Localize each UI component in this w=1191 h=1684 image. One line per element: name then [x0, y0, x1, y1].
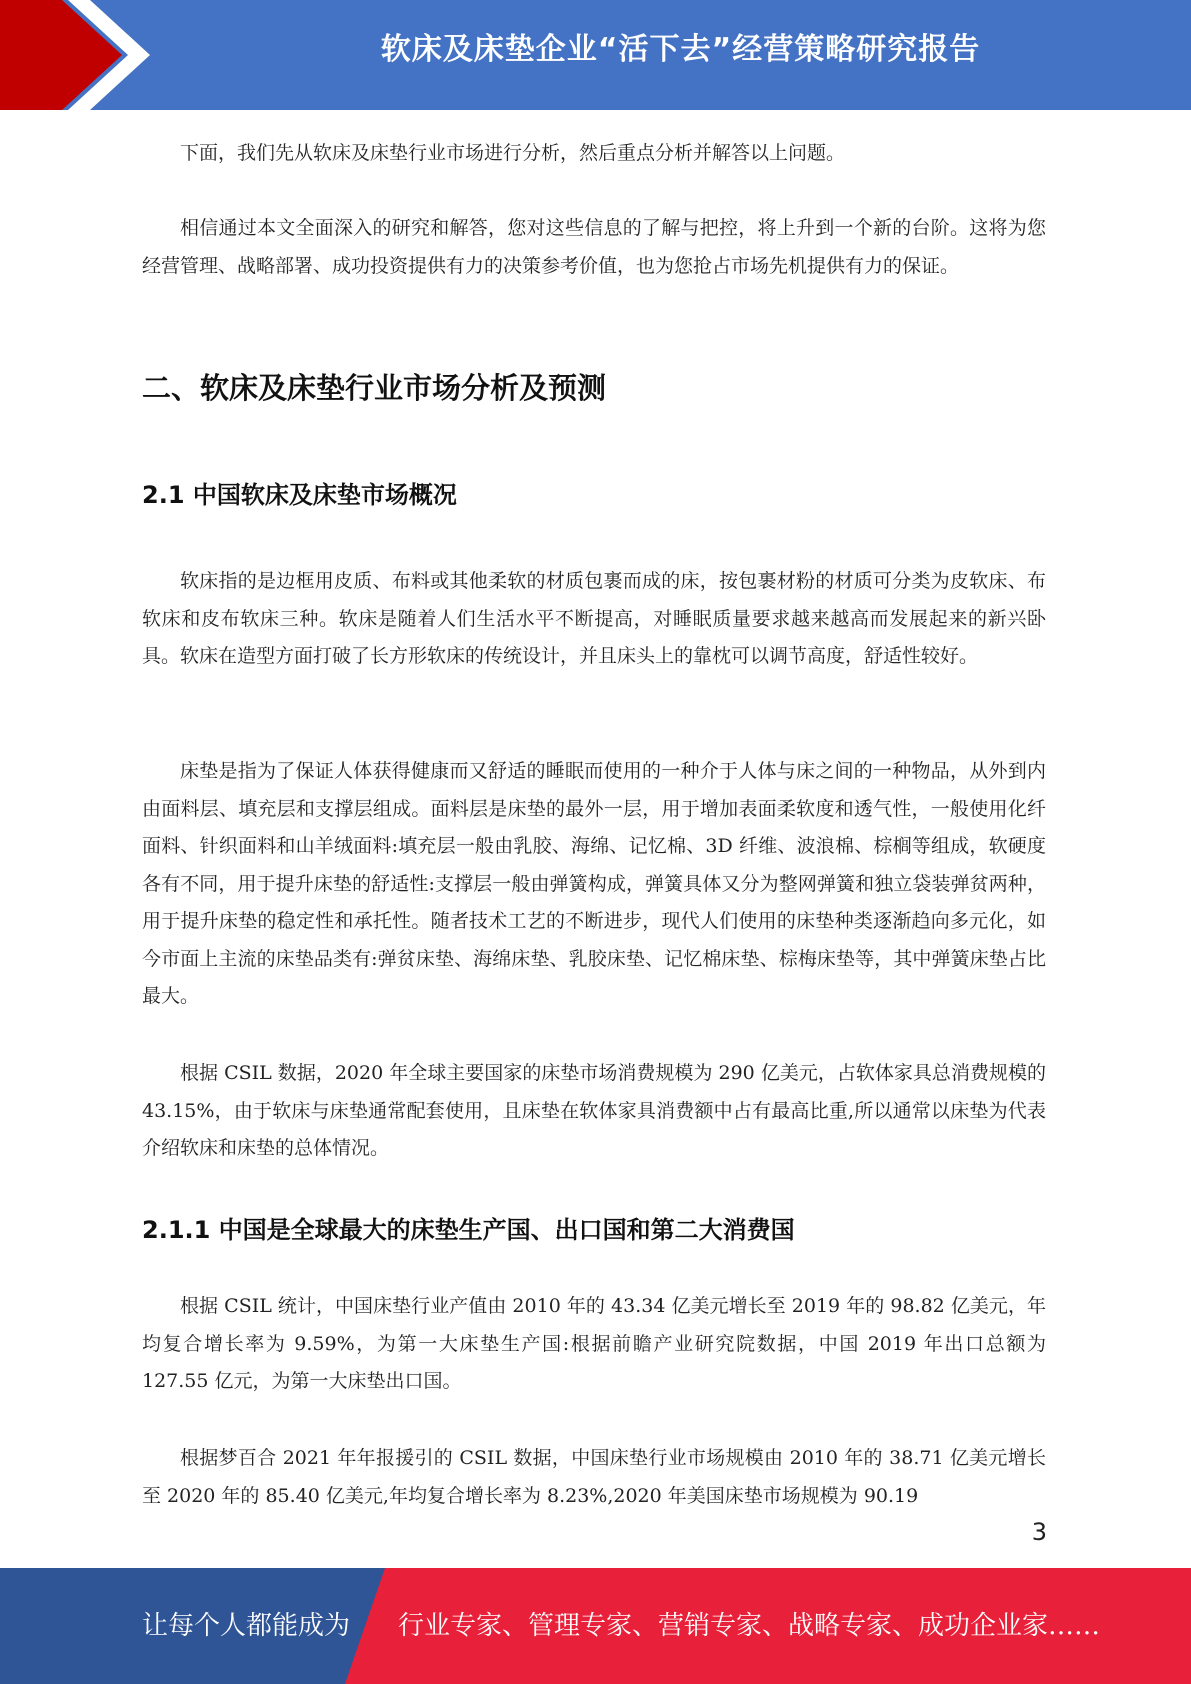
footer-slogan-left: 让每个人都能成为	[142, 1611, 351, 1641]
header-arrow-decoration	[0, 0, 180, 110]
page-footer	[0, 1568, 1191, 1684]
subsubsection-heading: 2.1.1 中国是全球最大的床垫生产国、出口国和第二大消费国	[142, 1216, 795, 1244]
paragraph-market-size: 根据梦百合 2021 年年报援引的 CSIL 数据，中国床垫行业市场规模由 2010 年的 38.71 亿美元增长至 2020 年的 85.40 亿美元,年均复合增长率为 8.23%,2020 年美国床垫市场规模为 90.19	[142, 1447, 1046, 1507]
paragraph-csil-global: 根据 CSIL 数据，2020 年全球主要国家的床垫市场消费规模为 290 亿美元，占软体家具总消费规模的 43.15%，由于软床与床垫通常配套使用，且床垫在软体家具消费额中占有最高比重,所以通常以床垫为代表介绍软床和床垫的总体情况。	[142, 1062, 1046, 1159]
subsection-heading: 2.1 中国软床及床垫市场概况	[142, 481, 457, 509]
footer-slogan-right: 行业专家、管理专家、营销专家、战略专家、成功企业家……	[398, 1611, 1101, 1641]
section-heading: 二、软床及床垫行业市场分析及预测	[142, 371, 607, 405]
page-header	[0, 0, 1191, 110]
paragraph-csil-china: 根据 CSIL 统计，中国床垫行业产值由 2010 年的 43.34 亿美元增长至 2019 年的 98.82 亿美元，年均复合增长率为 9.59%，为第一大床垫生产国:根据前瞻产业研究院数据，中国 2019 年出口总额为 127.55 亿元，为第一大床垫出口国。	[142, 1295, 1046, 1392]
header-title: 软床及床垫企业“活下去”经营策略研究报告	[380, 32, 981, 67]
paragraph-mattress: 床垫是指为了保证人体获得健康而又舒适的睡眠而使用的一种介于人体与床之间的一种物品，从外到内由面料层、填充层和支撑层组成。面料层是床垫的最外一层，用于增加表面柔软度和透气性，一般使用化纤面料、针织面料和山羊绒面料:填充层一般由乳胶、海绵、记忆棉、3D 纤维、波浪棉、棕榈等组成，软硬度各有不同，用于提升床垫的舒适性:支撑层一般由弹簧构成，弹簧具体又分为整网弹簧和独立袋装弹贫两种，用于提升床垫的稳定性和承托性。随者技术工艺的不断进步，现代人们使用的床垫种类逐渐趋向多元化，如今市面上主流的床垫品类有:弹贫床垫、海绵床垫、乳胶床垫、记忆棉床垫、棕梅床垫等，其中弹簧床垫占比最大。	[142, 760, 1046, 1007]
paragraph-intro: 下面，我们先从软床及床垫行业市场进行分析，然后重点分析并解答以上问题。	[180, 142, 846, 164]
paragraph-value: 相信通过本文全面深入的研究和解答，您对这些信息的了解与把控，将上升到一个新的台阶。这将为您经营管理、战略部署、成功投资提供有力的决策参考价值，也为您抢占市场先机提供有力的保证。	[142, 217, 1046, 277]
paragraph-soft-bed: 软床指的是边框用皮质、布料或其他柔软的材质包裹而成的床，按包裹材粉的材质可分类为皮软床、布软床和皮布软床三种。软床是随着人们生活水平不断提高，对睡眠质量要求越来越高而发展起来的新兴卧具。软床在造型方面打破了长方形软床的传统设计，并且床头上的靠枕可以调节高度，舒适性较好。	[142, 570, 1046, 667]
page-number: 3	[1031, 1518, 1047, 1546]
